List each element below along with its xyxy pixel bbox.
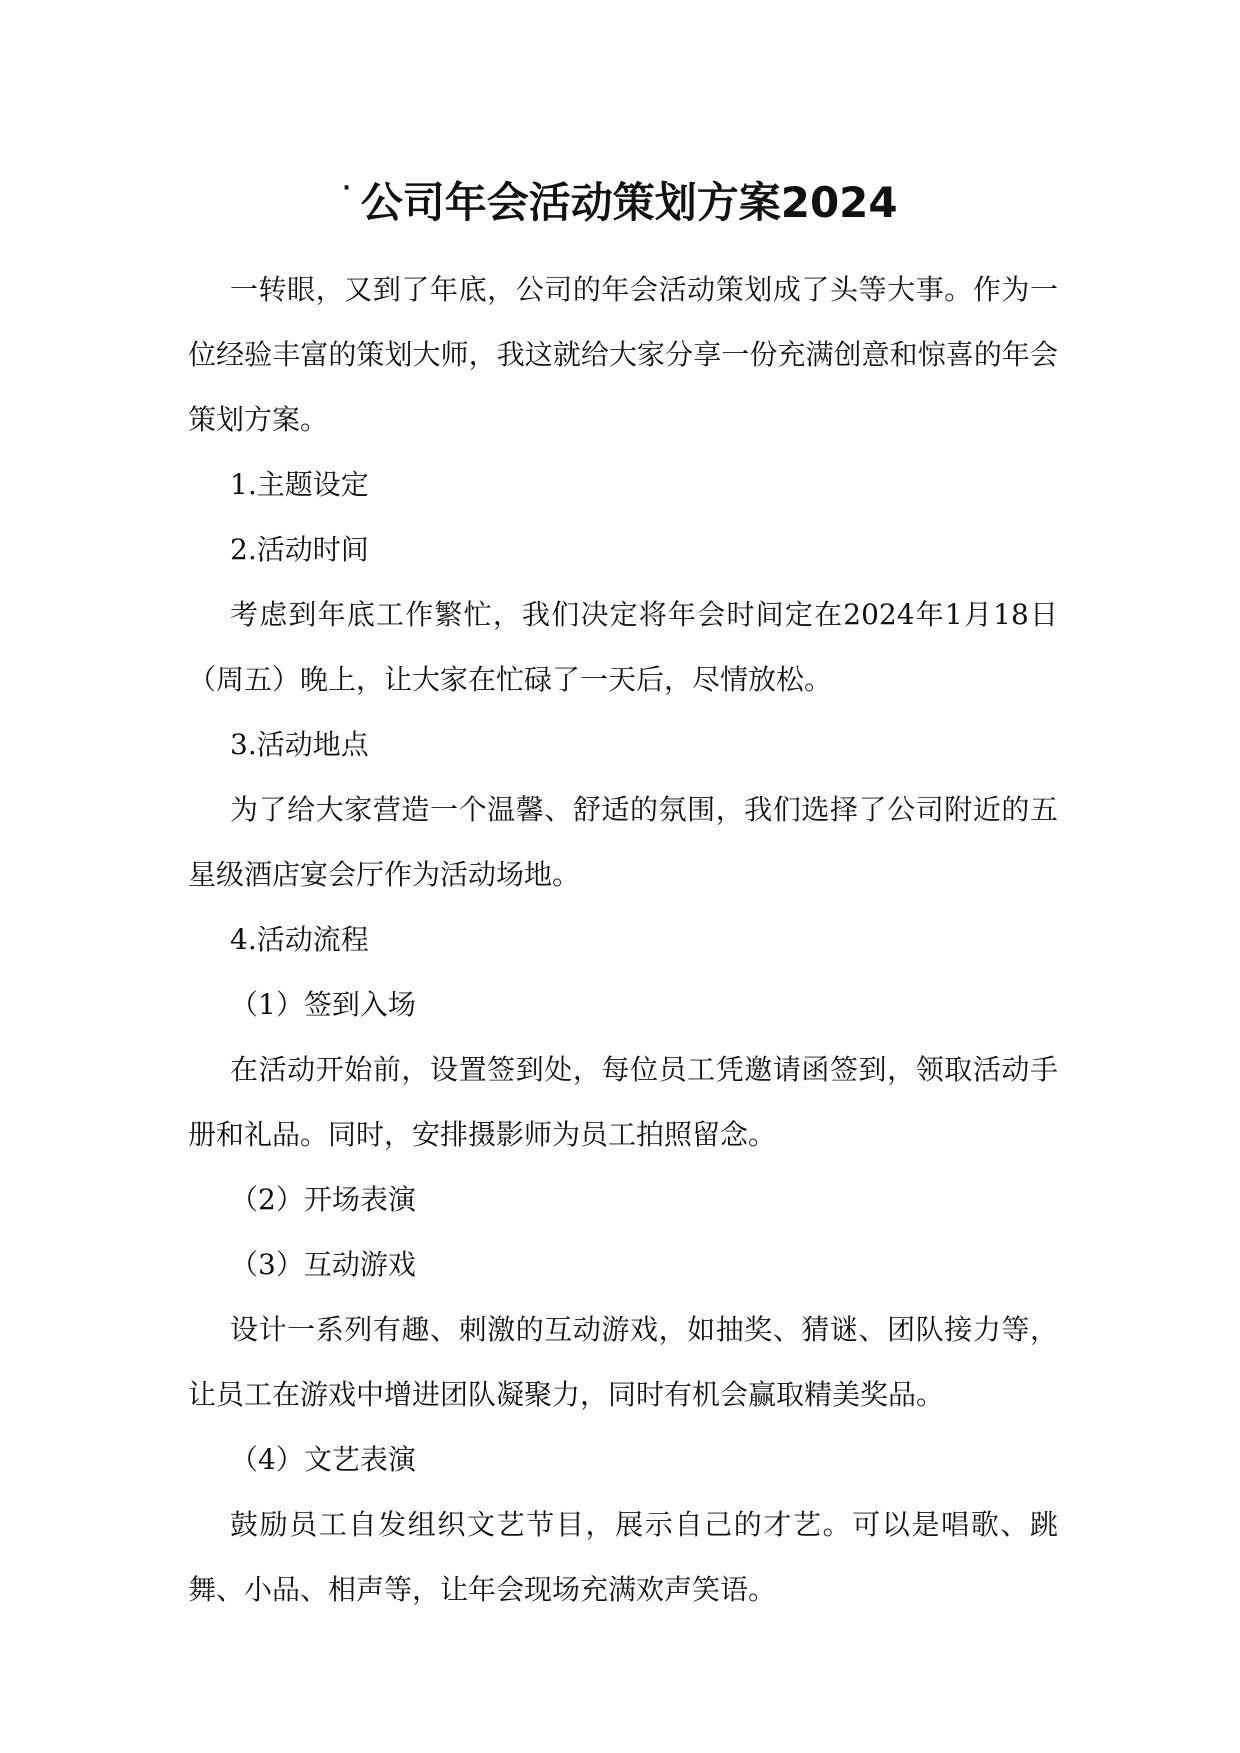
time-paragraph: 考虑到年底工作繁忙，我们决定将年会时间定在2024年1月18日（周五）晚上，让大家在忙碌了一天后，尽情放松。: [188, 598, 1058, 696]
section-heading-theme: 1.主题设定: [230, 468, 369, 501]
section-heading-location: 3.活动地点: [230, 728, 369, 761]
intro-paragraph: 一转眼，又到了年底，公司的年会活动策划成了头等大事。作为一位经验丰富的策划大师，我这就给大家分享一份充满创意和惊喜的年会策划方案。: [188, 273, 1058, 436]
section-heading-time: 2.活动时间: [230, 533, 369, 566]
subheading-opening: （2）开场表演: [230, 1183, 416, 1216]
subheading-performance: （4）文艺表演: [230, 1443, 416, 1476]
title-mark: ·: [342, 176, 351, 201]
location-paragraph: 为了给大家营造一个温馨、舒适的氛围，我们选择了公司附近的五星级酒店宴会厅作为活动场地。: [188, 793, 1058, 891]
games-paragraph: 设计一系列有趣、刺激的互动游戏，如抽奖、猜谜、团队接力等，让员工在游戏中增进团队凝聚力，同时有机会赢取精美奖品。: [188, 1313, 1058, 1411]
performance-paragraph: 鼓励员工自发组织文艺节目，展示自己的才艺。可以是唱歌、跳舞、小品、相声等，让年会现场充满欢声笑语。: [188, 1508, 1058, 1606]
subheading-checkin: （1）签到入场: [230, 988, 416, 1021]
document-title: 公司年会活动策划方案2024: [360, 178, 898, 227]
checkin-paragraph: 在活动开始前，设置签到处，每位员工凭邀请函签到，领取活动手册和礼品。同时，安排摄影师为员工拍照留念。: [188, 1053, 1058, 1151]
subheading-games: （3）互动游戏: [230, 1248, 416, 1281]
document-body: [188, 257, 1058, 1622]
title-block: [0, 170, 1240, 230]
section-heading-process: 4.活动流程: [230, 923, 369, 956]
